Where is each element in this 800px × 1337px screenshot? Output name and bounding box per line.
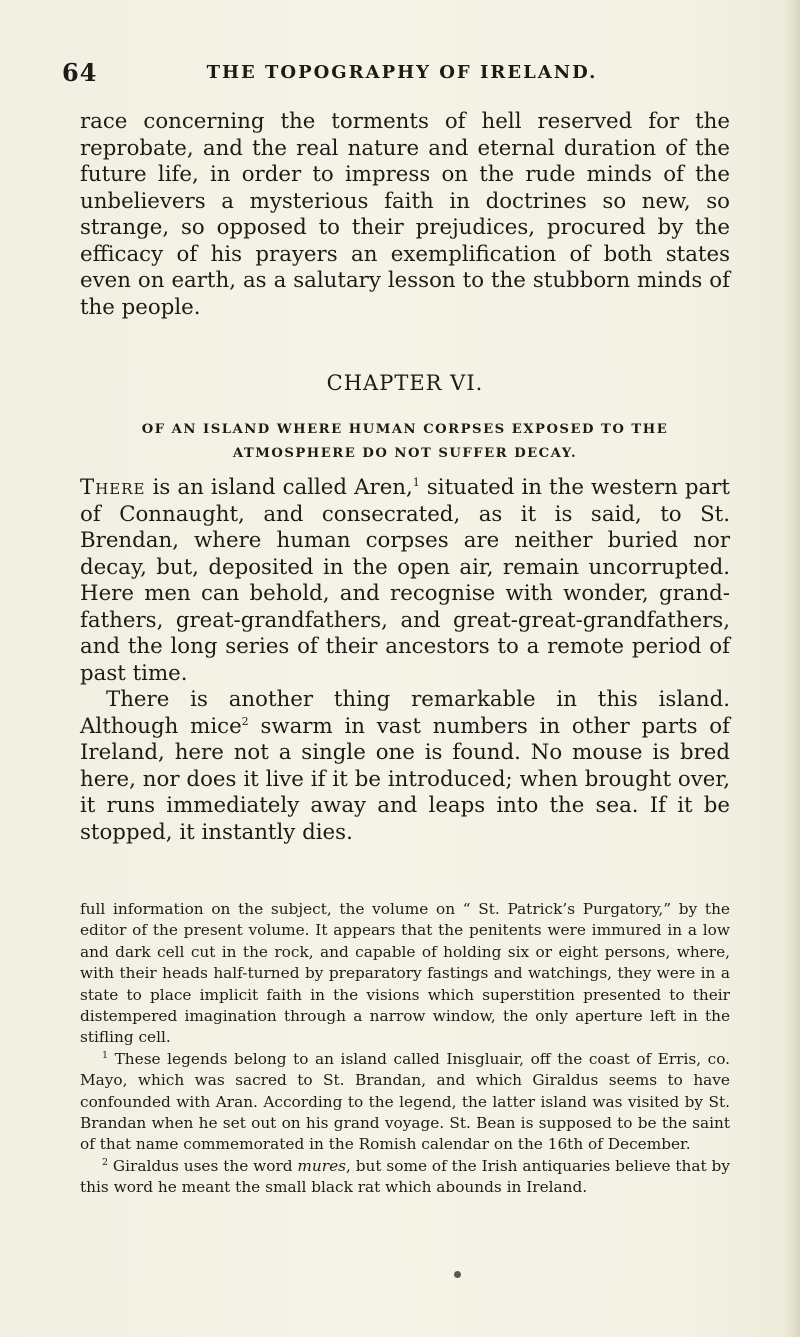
page-number: 64 — [62, 58, 98, 87]
footnote-1 — [80, 1049, 730, 1156]
paragraph-text: swarm in vast numbers in other parts of Ireland, here not a single one is found. No mouse is bred here, nor does it live if it be introduced; when brought over, it runs immediately away and leaps into the sea. If it be stopped, it instantly dies. — [80, 713, 730, 845]
footnote-marker: 2 — [102, 1156, 109, 1168]
footnote-continuation: full information on the subject, the volume on “ St. Patrick’s Purgatory,” by the editor of the present volume. It appears that the penitents were immured in a low and dark cell cut in the rock, and capable of holding six or eight persons, where, with their heads half-turned by preparatory fastings and watchings, they were in a state to place implicit faith in the visions which superstition presented to their distempered imagination through a narrow window, the only aperture left in the stifling cell. — [80, 900, 730, 1047]
intro-paragraph-block — [80, 109, 730, 321]
footnote-text: Giraldus uses the word — [108, 1156, 298, 1175]
chapter-title: CHAPTER VI. — [326, 371, 484, 395]
paragraph-mice — [80, 687, 730, 846]
chapter-body — [80, 475, 730, 846]
footnote-marker: 1 — [102, 1049, 109, 1061]
page-edge-shadow — [786, 0, 800, 1337]
paragraph-text: There is another thing remarkable in this island. Although mice — [80, 687, 730, 739]
footnote-text: , but some of the Irish antiquaries believe that by this word he meant the small black rat which abounds in Ireland. — [80, 1156, 730, 1197]
ink-speck-mark — [454, 1271, 461, 1278]
running-head: THE TOPOGRAPHY OF IRELAND. — [206, 62, 598, 83]
chapter-subtitle: OF AN ISLAND WHERE HUMAN CORPSES EXPOSED TO THE ATMOSPHERE DO NOT SUFFER DECAY. — [141, 422, 669, 461]
footnote-term: mures — [297, 1156, 346, 1175]
paragraph-text: situated in the western part of Connaught, and consecrated, as it is said, to St. Brendan, where human corpses are neither buried nor decay, but, deposited in the open air, remain uncorrupted. Here men can behold, and recognise with wonder, grand-fathers, great-grandfathers, and great-great-grandfathers, and the long series of their ancestors to a remote period of past time. — [80, 475, 730, 686]
paragraph-text: is an island called Aren, — [145, 475, 413, 500]
footnote-2 — [80, 1156, 730, 1199]
footnote-ref: 2 — [241, 714, 249, 728]
footnote-ref: 1 — [412, 475, 420, 489]
paragraph-lead-word: There — [80, 475, 146, 500]
footnotes — [80, 899, 730, 1199]
intro-paragraph: race concerning the torments of hell reserved for the reprobate, and the real nature and eternal duration of the future life, in order to impress on the rude minds of the unbelievers a mysterious faith in doctrines so new, so strange, so opposed to their prejudices, procured by the efficacy of his prayers an exemplification of both states even on earth, as a salutary lesson to the stubborn minds of the people. — [80, 109, 730, 320]
page-header — [62, 58, 742, 92]
paragraph-aren-island — [80, 475, 730, 687]
footnote-text: These legends belong to an island called Inisgluair, off the coast of Erris, co. Mayo, which was sacred to St. Brandan, and which Giraldus seems to have confounded with Aran. According to the legend, the latter island was visited by St. Brandan when he set out on his grand voyage. St. Bean is supposed to be the saint of that name commemorated in the Romish calendar on the 16th of December. — [80, 1049, 730, 1154]
